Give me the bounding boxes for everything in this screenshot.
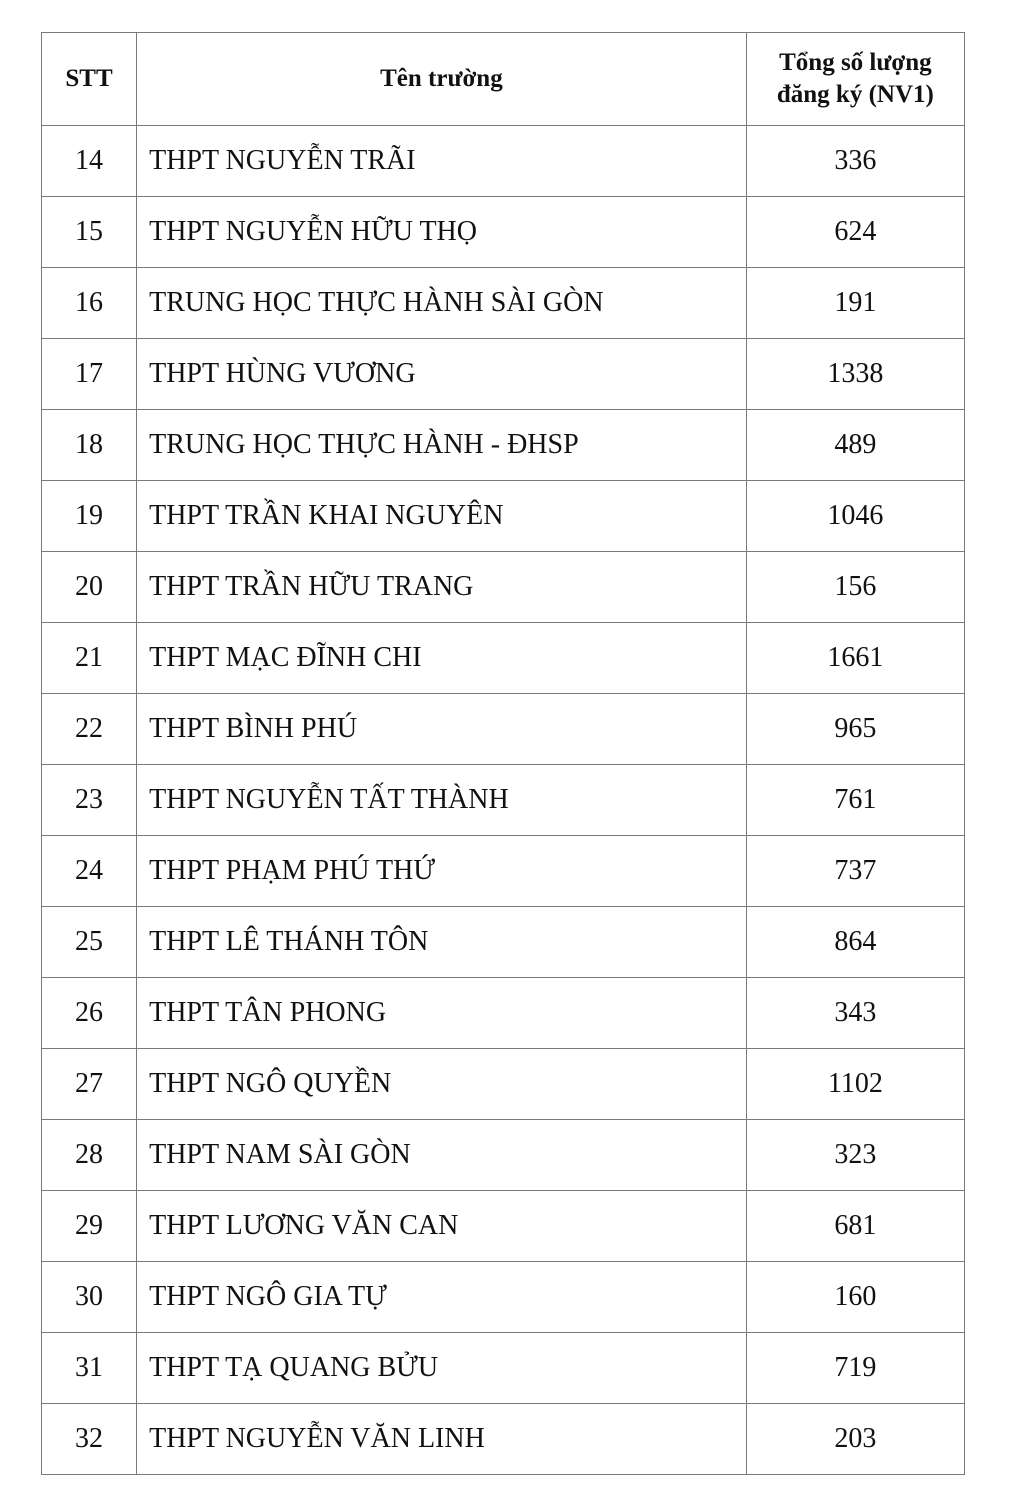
school-name-cell: THPT TÂN PHONG <box>137 978 747 1049</box>
registration-table <box>41 32 965 1475</box>
table-row <box>42 552 965 623</box>
school-name-cell: THPT HÙNG VƯƠNG <box>137 339 747 410</box>
stt-cell: 25 <box>42 907 137 978</box>
table-row <box>42 126 965 197</box>
header-school-name: Tên trường <box>137 33 747 126</box>
school-name-cell: THPT NGÔ QUYỀN <box>137 1049 747 1120</box>
total-cell: 203 <box>746 1404 964 1475</box>
stt-cell: 27 <box>42 1049 137 1120</box>
total-cell: 1102 <box>746 1049 964 1120</box>
table-row <box>42 907 965 978</box>
header-total-registrations <box>746 33 964 126</box>
stt-cell: 15 <box>42 197 137 268</box>
stt-cell: 31 <box>42 1333 137 1404</box>
header-total-line2: đăng ký (NV1) <box>776 81 934 108</box>
total-cell: 1661 <box>746 623 964 694</box>
table-row <box>42 410 965 481</box>
school-name-cell: THPT TRẦN KHAI NGUYÊN <box>137 481 747 552</box>
stt-cell: 14 <box>42 126 137 197</box>
table-header <box>42 33 965 126</box>
table-row <box>42 765 965 836</box>
school-name-cell: THPT NGUYỄN VĂN LINH <box>137 1404 747 1475</box>
school-name-cell: THPT LƯƠNG VĂN CAN <box>137 1191 747 1262</box>
school-name-cell: THPT MẠC ĐĨNH CHI <box>137 623 747 694</box>
stt-cell: 16 <box>42 268 137 339</box>
school-name-cell: THPT BÌNH PHÚ <box>137 694 747 765</box>
school-name-cell: THPT TẠ QUANG BỬU <box>137 1333 747 1404</box>
table-row <box>42 623 965 694</box>
table-row <box>42 1404 965 1475</box>
school-name-cell: THPT LÊ THÁNH TÔN <box>137 907 747 978</box>
table-row <box>42 268 965 339</box>
header-row <box>42 33 965 126</box>
school-name-cell: TRUNG HỌC THỰC HÀNH - ĐHSP <box>137 410 747 481</box>
total-cell: 719 <box>746 1333 964 1404</box>
school-name-cell: THPT NGUYỄN HỮU THỌ <box>137 197 747 268</box>
table-row <box>42 978 965 1049</box>
school-name-cell: THPT NAM SÀI GÒN <box>137 1120 747 1191</box>
total-cell: 160 <box>746 1262 964 1333</box>
table-row <box>42 481 965 552</box>
stt-cell: 23 <box>42 765 137 836</box>
total-cell: 965 <box>746 694 964 765</box>
stt-cell: 17 <box>42 339 137 410</box>
total-cell: 1046 <box>746 481 964 552</box>
stt-cell: 21 <box>42 623 137 694</box>
total-cell: 624 <box>746 197 964 268</box>
table-row <box>42 1333 965 1404</box>
stt-cell: 28 <box>42 1120 137 1191</box>
school-name-cell: THPT PHẠM PHÚ THỨ <box>137 836 747 907</box>
school-name-cell: THPT NGUYỄN TẤT THÀNH <box>137 765 747 836</box>
total-cell: 681 <box>746 1191 964 1262</box>
stt-cell: 26 <box>42 978 137 1049</box>
total-cell: 343 <box>746 978 964 1049</box>
stt-cell: 22 <box>42 694 137 765</box>
stt-cell: 24 <box>42 836 137 907</box>
total-cell: 191 <box>746 268 964 339</box>
table-body <box>42 126 965 1475</box>
school-name-cell: THPT NGUYỄN TRÃI <box>137 126 747 197</box>
stt-cell: 32 <box>42 1404 137 1475</box>
header-stt: STT <box>42 33 137 126</box>
total-cell: 156 <box>746 552 964 623</box>
table-row <box>42 1262 965 1333</box>
stt-cell: 18 <box>42 410 137 481</box>
school-name-cell: TRUNG HỌC THỰC HÀNH SÀI GÒN <box>137 268 747 339</box>
total-cell: 336 <box>746 126 964 197</box>
stt-cell: 30 <box>42 1262 137 1333</box>
school-name-cell: THPT NGÔ GIA TỰ <box>137 1262 747 1333</box>
total-cell: 737 <box>746 836 964 907</box>
table-row <box>42 339 965 410</box>
stt-cell: 29 <box>42 1191 137 1262</box>
table-row <box>42 1191 965 1262</box>
table-row <box>42 1120 965 1191</box>
total-cell: 761 <box>746 765 964 836</box>
stt-cell: 19 <box>42 481 137 552</box>
header-total-line1: Tổng số lượng <box>779 49 932 76</box>
total-cell: 489 <box>746 410 964 481</box>
table-row <box>42 694 965 765</box>
stt-cell: 20 <box>42 552 137 623</box>
table-row <box>42 197 965 268</box>
table-row <box>42 836 965 907</box>
table-row <box>42 1049 965 1120</box>
total-cell: 864 <box>746 907 964 978</box>
total-cell: 1338 <box>746 339 964 410</box>
total-cell: 323 <box>746 1120 964 1191</box>
school-name-cell: THPT TRẦN HỮU TRANG <box>137 552 747 623</box>
